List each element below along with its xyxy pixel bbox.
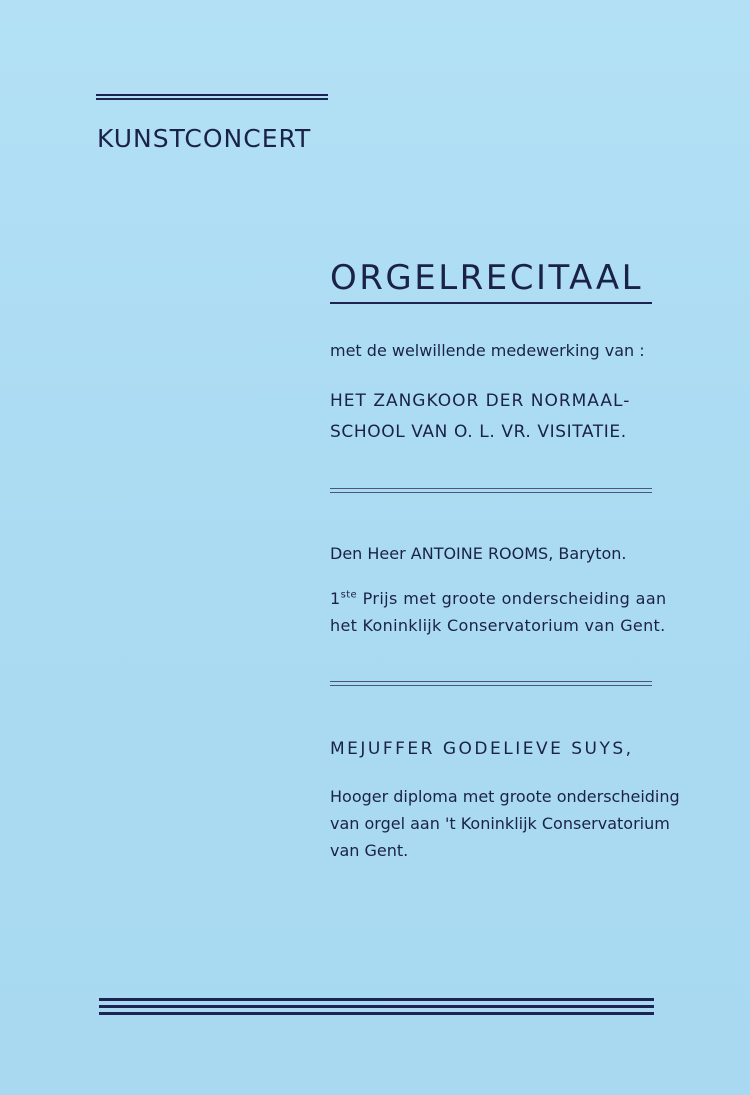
performer-2-line-1: Hooger diploma met groote onderscheiding <box>330 787 680 806</box>
prize-number: 1 <box>330 589 341 608</box>
bottom-triple-rule <box>99 998 654 1018</box>
prize-ordinal: ste <box>340 589 358 601</box>
choir-line-1: HET ZANGKOOR DER NORMAAL- <box>330 391 631 411</box>
page-title: KUNSTCONCERT <box>97 124 312 153</box>
top-double-rule <box>96 94 328 103</box>
performer-1-prize-line-2: het Koninklijk Conservatorium van Gent. <box>330 616 666 635</box>
section-divider-2 <box>330 681 652 690</box>
prize-text: Prijs met groote onderscheiding aan <box>362 589 667 608</box>
section-divider-1 <box>330 488 652 497</box>
performer-2-line-3: van Gent. <box>330 841 409 860</box>
performer-2-name: MEJUFFER GODELIEVE SUYS, <box>330 739 634 759</box>
performer-1-name: Den Heer ANTOINE ROOMS, Baryton. <box>330 544 627 563</box>
performer-1-prize-line-1 <box>330 589 667 608</box>
intro-text: met de welwillende medewerking van : <box>330 341 645 360</box>
choir-line-2: SCHOOL VAN O. L. VR. VISITATIE. <box>330 422 627 442</box>
heading-underline <box>330 302 652 304</box>
recital-heading: ORGELRECITAAL <box>330 258 644 298</box>
performer-2-line-2: van orgel aan 't Koninklijk Conservatorium <box>330 814 670 833</box>
